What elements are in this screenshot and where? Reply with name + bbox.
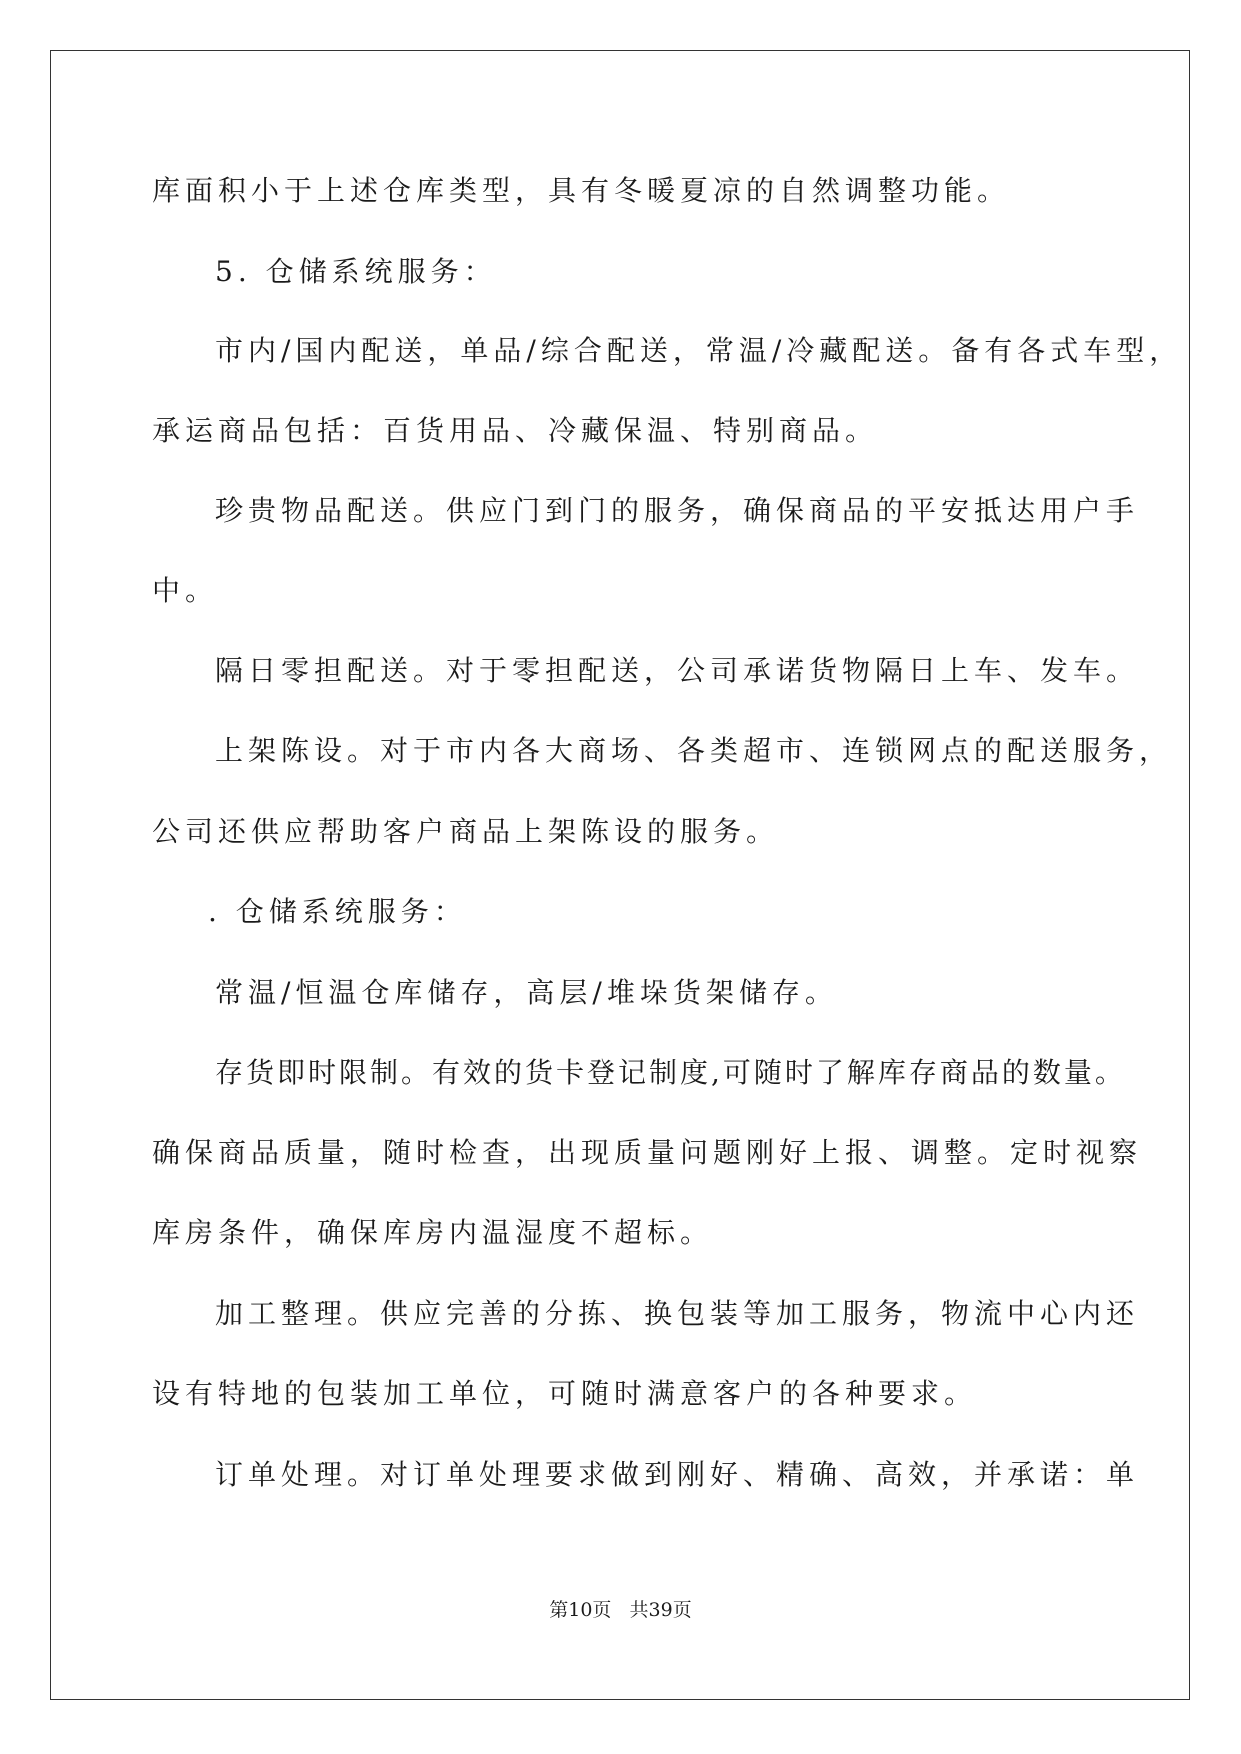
page-border — [50, 50, 1190, 1700]
text-line: 常温/恒温仓库储存，高层/堆垛货架储存。 — [215, 976, 838, 1009]
text-line: 上架陈设。对于市内各大商场、各类超市、连锁网点的配送服务， — [215, 734, 1173, 767]
section-heading: 5. 仓储系统服务： — [215, 255, 497, 288]
text-line: 公司还供应帮助客户商品上架陈设的服务。 — [152, 815, 780, 848]
section-heading: . 仓储系统服务： — [208, 895, 467, 928]
text-line: 市内/国内配送，单品/综合配送，常温/冷藏配送。备有各式车型， — [215, 334, 1183, 367]
text-line: 确保商品质量，随时检查，出现质量问题刚好上报、调整。定时视察 — [152, 1136, 1143, 1169]
text-line: 库面积小于上述仓库类型，具有冬暖夏凉的自然调整功能。 — [152, 174, 1011, 207]
text-line: 承运商品包括：百货用品、冷藏保温、特别商品。 — [152, 414, 879, 447]
text-line: 珍贵物品配送。供应门到门的服务，确保商品的平安抵达用户手 — [215, 494, 1140, 527]
text-line: 中。 — [152, 574, 219, 607]
text-line: 设有特地的包装加工单位，可随时满意客户的各种要求。 — [152, 1377, 978, 1410]
text-line: 隔日零担配送。对于零担配送，公司承诺货物隔日上车、发车。 — [215, 654, 1140, 687]
text-line: 库房条件，确保库房内温湿度不超标。 — [152, 1216, 714, 1249]
text-line: 存货即时限制。有效的货卡登记制度,可随时了解库存商品的数量。 — [215, 1056, 1126, 1089]
text-line: 订单处理。对订单处理要求做到刚好、精确、高效，并承诺：单 — [215, 1458, 1140, 1491]
text-line: 加工整理。供应完善的分拣、换包装等加工服务，物流中心内还 — [215, 1297, 1140, 1330]
page-number: 第10页 共39页 — [549, 1599, 692, 1621]
